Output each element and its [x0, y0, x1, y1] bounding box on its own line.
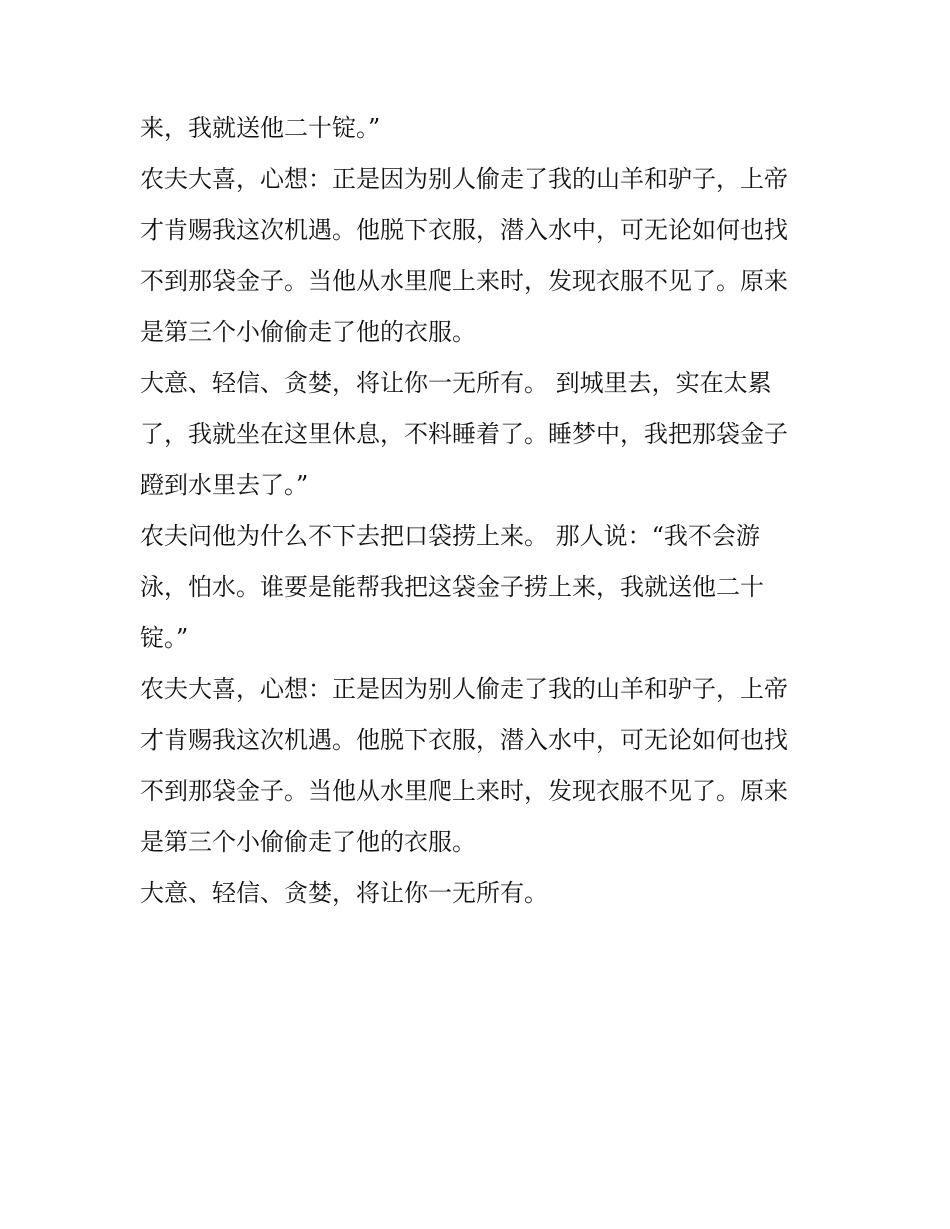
text-line: 大意、轻信、贪婪，将让你一无所有。 到城里去，实在太累 — [140, 369, 772, 397]
text-line: 蹬到水里去了。” — [140, 471, 309, 499]
text-line: 不到那袋金子。当他从水里爬上来时，发现衣服不见了。原来 — [140, 267, 788, 295]
text-line: 农夫大喜，心想：正是因为别人偷走了我的山羊和驴子，上帝 — [140, 165, 788, 193]
text-line: 农夫问他为什么不下去把口袋捞上来。 那人说：“我不会游 — [140, 522, 760, 550]
text-line: 是第三个小偷偷走了他的衣服。 — [140, 318, 476, 346]
body-text — [140, 103, 820, 919]
text-line: 不到那袋金子。当他从水里爬上来时，发现衣服不见了。原来 — [140, 777, 788, 805]
text-line: 泳，怕水。谁要是能帮我把这袋金子捞上来，我就送他二十 — [140, 573, 764, 601]
text-line: 是第三个小偷偷走了他的衣服。 — [140, 828, 476, 856]
text-line: 了，我就坐在这里休息，不料睡着了。睡梦中，我把那袋金子 — [140, 420, 788, 448]
text-line: 大意、轻信、贪婪，将让你一无所有。 — [140, 879, 548, 907]
text-line: 才肯赐我这次机遇。他脱下衣服，潜入水中，可无论如何也找 — [140, 216, 788, 244]
text-line: 才肯赐我这次机遇。他脱下衣服，潜入水中，可无论如何也找 — [140, 726, 788, 754]
text-line: 锭。” — [140, 624, 189, 652]
text-line: 来，我就送他二十锭。” — [140, 114, 381, 142]
text-line: 农夫大喜，心想：正是因为别人偷走了我的山羊和驴子，上帝 — [140, 675, 788, 703]
